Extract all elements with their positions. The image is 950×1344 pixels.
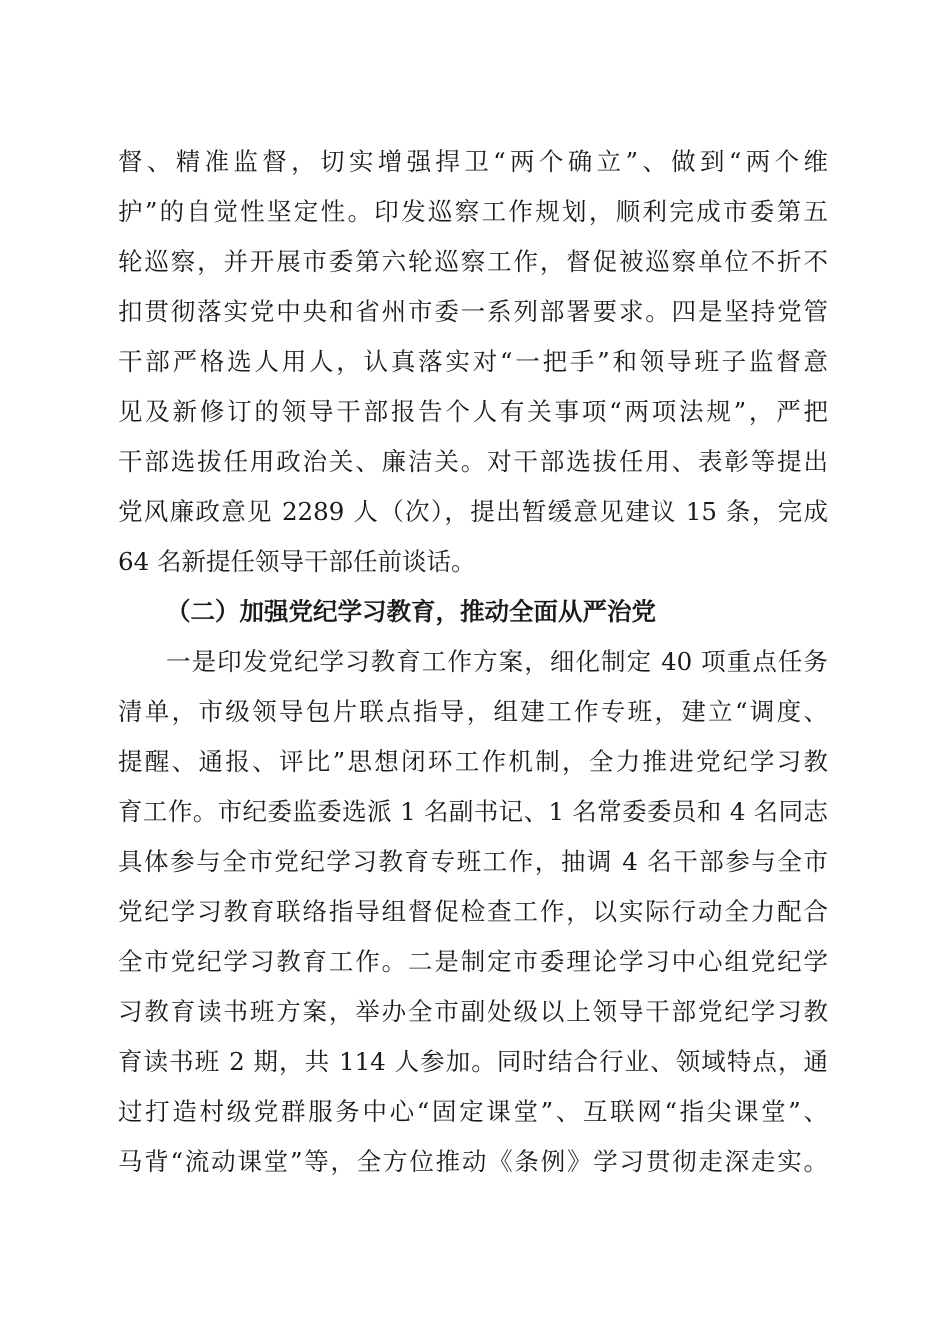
section-heading: （二）加强党纪学习教育，推动全面从严治党 <box>166 597 656 626</box>
paragraph-line: 马背“流动课堂”等，全方位推动《条例》学习贯彻走深走实。 <box>118 1147 828 1176</box>
paragraph-line: 轮巡察，并开展市委第六轮巡察工作，督促被巡察单位不折不 <box>118 247 828 276</box>
paragraph-line: 64 名新提任领导干部任前谈话。 <box>118 547 476 576</box>
paragraph-line: 育读书班 2 期，共 114 人参加。同时结合行业、领域特点，通 <box>118 1047 828 1076</box>
paragraph-line: 提醒、通报、评比”思想闭环工作机制，全力推进党纪学习教 <box>118 747 828 776</box>
paragraph-line: 过打造村级党群服务中心“固定课堂”、互联网“指尖课堂”、 <box>118 1097 828 1126</box>
paragraph-line: 习教育读书班方案，举办全市副处级以上领导干部党纪学习教 <box>118 997 828 1026</box>
paragraph-line: 干部选拔任用政治关、廉洁关。对干部选拔任用、表彰等提出 <box>118 447 828 476</box>
paragraph-line: 扣贯彻落实党中央和省州市委一系列部署要求。四是坚持党管 <box>118 297 828 326</box>
paragraph-line: 护”的自觉性坚定性。印发巡察工作规划，顺利完成市委第五 <box>118 197 828 226</box>
paragraph-line: 见及新修订的领导干部报告个人有关事项“两项法规”，严把 <box>118 397 828 426</box>
paragraph-line: 清单，市级领导包片联点指导，组建工作专班，建立“调度、 <box>118 697 828 726</box>
paragraph-line: 党风廉政意见 2289 人（次），提出暂缓意见建议 15 条，完成 <box>118 497 828 526</box>
paragraph-line: 干部严格选人用人，认真落实对“一把手”和领导班子监督意 <box>118 347 828 376</box>
paragraph-line: 一是印发党纪学习教育工作方案，细化制定 40 项重点任务 <box>166 647 828 676</box>
paragraph-line: 育工作。市纪委监委选派 1 名副书记、1 名常委委员和 4 名同志 <box>118 797 828 826</box>
paragraph-line: 具体参与全市党纪学习教育专班工作，抽调 4 名干部参与全市 <box>118 847 828 876</box>
paragraph-line: 党纪学习教育联络指导组督促检查工作，以实际行动全力配合 <box>118 897 828 926</box>
paragraph-line: 督、精准监督，切实增强捍卫“两个确立”、做到“两个维 <box>118 147 828 176</box>
paragraph-line: 全市党纪学习教育工作。二是制定市委理论学习中心组党纪学 <box>118 947 828 976</box>
